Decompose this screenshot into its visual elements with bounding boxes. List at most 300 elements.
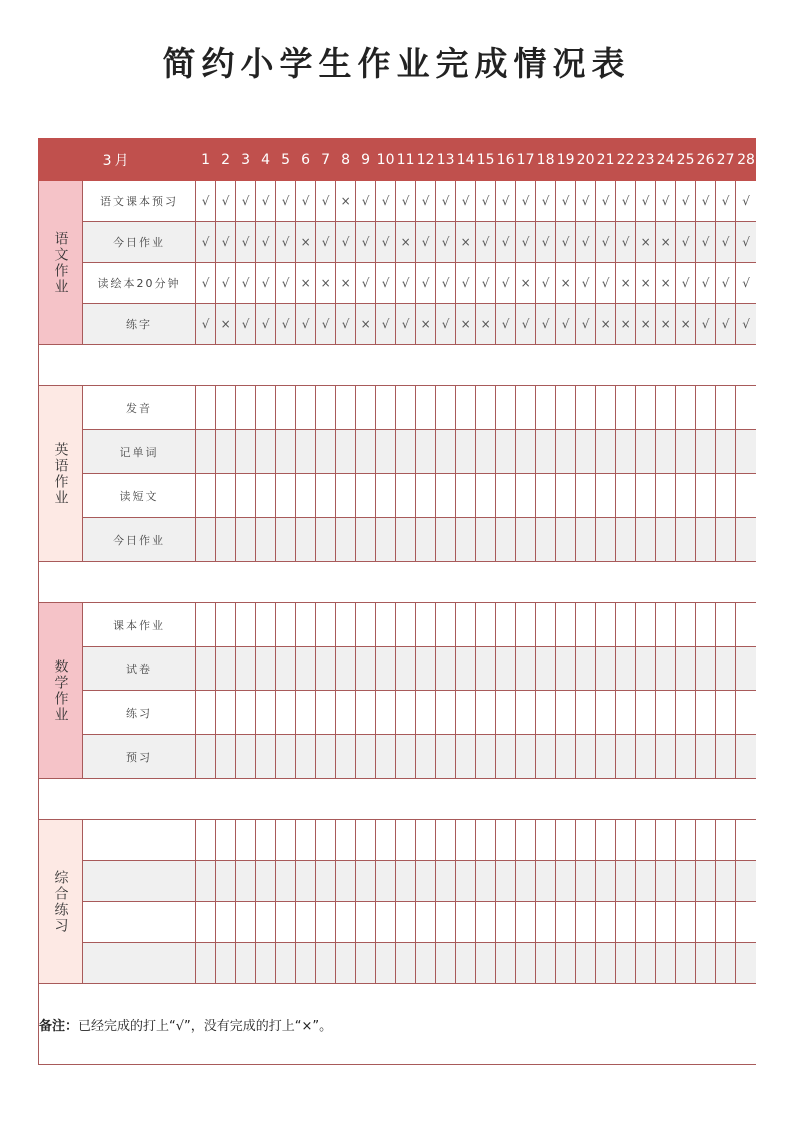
mark-cell[interactable] xyxy=(236,735,256,779)
mark-cell[interactable] xyxy=(696,430,716,474)
mark-cell[interactable] xyxy=(736,943,756,984)
mark-cell[interactable] xyxy=(336,647,356,691)
mark-cell[interactable] xyxy=(496,861,516,902)
mark-cell[interactable] xyxy=(716,386,736,430)
mark-cell[interactable]: √ xyxy=(736,304,756,345)
mark-cell[interactable] xyxy=(476,820,496,861)
mark-cell[interactable] xyxy=(316,474,336,518)
mark-cell[interactable] xyxy=(556,386,576,430)
mark-cell[interactable] xyxy=(236,518,256,562)
mark-cell[interactable] xyxy=(616,430,636,474)
mark-cell[interactable] xyxy=(276,603,296,647)
mark-cell[interactable] xyxy=(456,518,476,562)
mark-cell[interactable]: × xyxy=(316,263,336,304)
mark-cell[interactable] xyxy=(236,647,256,691)
mark-cell[interactable] xyxy=(656,691,676,735)
mark-cell[interactable] xyxy=(736,386,756,430)
mark-cell[interactable] xyxy=(256,603,276,647)
mark-cell[interactable] xyxy=(696,603,716,647)
mark-cell[interactable] xyxy=(336,474,356,518)
mark-cell[interactable] xyxy=(596,691,616,735)
mark-cell[interactable] xyxy=(256,902,276,943)
mark-cell[interactable]: √ xyxy=(276,222,296,263)
mark-cell[interactable] xyxy=(576,902,596,943)
mark-cell[interactable] xyxy=(556,902,576,943)
mark-cell[interactable]: √ xyxy=(676,222,696,263)
mark-cell[interactable] xyxy=(496,943,516,984)
mark-cell[interactable] xyxy=(636,386,656,430)
mark-cell[interactable] xyxy=(656,820,676,861)
mark-cell[interactable] xyxy=(316,603,336,647)
mark-cell[interactable] xyxy=(516,603,536,647)
mark-cell[interactable]: √ xyxy=(356,263,376,304)
mark-cell[interactable] xyxy=(316,691,336,735)
mark-cell[interactable]: √ xyxy=(416,263,436,304)
mark-cell[interactable] xyxy=(436,943,456,984)
mark-cell[interactable] xyxy=(516,474,536,518)
mark-cell[interactable] xyxy=(276,902,296,943)
mark-cell[interactable] xyxy=(276,647,296,691)
mark-cell[interactable]: √ xyxy=(376,263,396,304)
mark-cell[interactable] xyxy=(636,820,656,861)
mark-cell[interactable] xyxy=(536,691,556,735)
mark-cell[interactable]: × xyxy=(296,222,316,263)
mark-cell[interactable]: √ xyxy=(396,181,416,222)
mark-cell[interactable] xyxy=(376,735,396,779)
mark-cell[interactable] xyxy=(656,647,676,691)
mark-cell[interactable] xyxy=(436,820,456,861)
mark-cell[interactable] xyxy=(296,518,316,562)
mark-cell[interactable] xyxy=(476,691,496,735)
mark-cell[interactable] xyxy=(256,386,276,430)
mark-cell[interactable] xyxy=(576,430,596,474)
mark-cell[interactable]: × xyxy=(676,304,696,345)
mark-cell[interactable]: √ xyxy=(436,263,456,304)
mark-cell[interactable] xyxy=(576,474,596,518)
mark-cell[interactable] xyxy=(656,518,676,562)
mark-cell[interactable]: √ xyxy=(576,222,596,263)
mark-cell[interactable] xyxy=(276,691,296,735)
mark-cell[interactable]: √ xyxy=(516,181,536,222)
mark-cell[interactable] xyxy=(316,518,336,562)
mark-cell[interactable] xyxy=(536,861,556,902)
mark-cell[interactable]: √ xyxy=(476,263,496,304)
mark-cell[interactable] xyxy=(436,902,456,943)
mark-cell[interactable] xyxy=(716,518,736,562)
mark-cell[interactable]: √ xyxy=(196,263,216,304)
mark-cell[interactable]: × xyxy=(416,304,436,345)
mark-cell[interactable] xyxy=(416,735,436,779)
mark-cell[interactable]: √ xyxy=(296,304,316,345)
mark-cell[interactable] xyxy=(736,647,756,691)
mark-cell[interactable] xyxy=(356,647,376,691)
mark-cell[interactable] xyxy=(696,735,716,779)
mark-cell[interactable]: × xyxy=(296,263,316,304)
mark-cell[interactable] xyxy=(716,902,736,943)
mark-cell[interactable] xyxy=(196,386,216,430)
mark-cell[interactable] xyxy=(216,647,236,691)
mark-cell[interactable]: √ xyxy=(216,181,236,222)
mark-cell[interactable] xyxy=(476,518,496,562)
mark-cell[interactable] xyxy=(716,735,736,779)
mark-cell[interactable]: × xyxy=(336,181,356,222)
mark-cell[interactable]: √ xyxy=(496,181,516,222)
mark-cell[interactable]: √ xyxy=(716,222,736,263)
mark-cell[interactable] xyxy=(656,943,676,984)
mark-cell[interactable] xyxy=(676,861,696,902)
mark-cell[interactable] xyxy=(496,902,516,943)
mark-cell[interactable] xyxy=(356,518,376,562)
mark-cell[interactable]: √ xyxy=(536,222,556,263)
mark-cell[interactable] xyxy=(736,820,756,861)
mark-cell[interactable] xyxy=(236,861,256,902)
mark-cell[interactable] xyxy=(456,861,476,902)
mark-cell[interactable]: √ xyxy=(536,181,556,222)
mark-cell[interactable] xyxy=(496,820,516,861)
mark-cell[interactable] xyxy=(596,518,616,562)
mark-cell[interactable]: √ xyxy=(196,222,216,263)
mark-cell[interactable]: × xyxy=(656,304,676,345)
mark-cell[interactable] xyxy=(716,691,736,735)
mark-cell[interactable]: √ xyxy=(336,222,356,263)
mark-cell[interactable]: √ xyxy=(296,181,316,222)
mark-cell[interactable]: × xyxy=(636,304,656,345)
mark-cell[interactable] xyxy=(736,518,756,562)
mark-cell[interactable] xyxy=(416,430,436,474)
mark-cell[interactable] xyxy=(196,735,216,779)
mark-cell[interactable]: √ xyxy=(456,263,476,304)
mark-cell[interactable] xyxy=(476,474,496,518)
mark-cell[interactable] xyxy=(676,518,696,562)
mark-cell[interactable] xyxy=(356,691,376,735)
mark-cell[interactable] xyxy=(436,430,456,474)
mark-cell[interactable] xyxy=(496,430,516,474)
mark-cell[interactable]: √ xyxy=(256,222,276,263)
mark-cell[interactable] xyxy=(456,691,476,735)
mark-cell[interactable]: √ xyxy=(316,304,336,345)
mark-cell[interactable] xyxy=(616,861,636,902)
mark-cell[interactable] xyxy=(576,735,596,779)
mark-cell[interactable]: √ xyxy=(696,222,716,263)
mark-cell[interactable] xyxy=(376,691,396,735)
mark-cell[interactable] xyxy=(536,943,556,984)
mark-cell[interactable] xyxy=(336,386,356,430)
mark-cell[interactable] xyxy=(196,474,216,518)
mark-cell[interactable] xyxy=(616,474,636,518)
mark-cell[interactable] xyxy=(376,430,396,474)
mark-cell[interactable] xyxy=(236,474,256,518)
mark-cell[interactable] xyxy=(296,474,316,518)
mark-cell[interactable] xyxy=(656,430,676,474)
mark-cell[interactable] xyxy=(636,647,656,691)
mark-cell[interactable] xyxy=(416,691,436,735)
mark-cell[interactable]: × xyxy=(656,263,676,304)
mark-cell[interactable] xyxy=(536,735,556,779)
mark-cell[interactable]: √ xyxy=(696,263,716,304)
mark-cell[interactable] xyxy=(496,474,516,518)
mark-cell[interactable] xyxy=(556,691,576,735)
mark-cell[interactable]: √ xyxy=(696,304,716,345)
mark-cell[interactable]: √ xyxy=(196,304,216,345)
mark-cell[interactable] xyxy=(296,735,316,779)
mark-cell[interactable] xyxy=(736,691,756,735)
mark-cell[interactable]: √ xyxy=(556,181,576,222)
mark-cell[interactable] xyxy=(356,603,376,647)
mark-cell[interactable]: × xyxy=(616,263,636,304)
mark-cell[interactable]: × xyxy=(636,222,656,263)
mark-cell[interactable] xyxy=(396,820,416,861)
mark-cell[interactable] xyxy=(556,943,576,984)
mark-cell[interactable] xyxy=(576,647,596,691)
mark-cell[interactable]: √ xyxy=(536,263,556,304)
mark-cell[interactable] xyxy=(316,386,336,430)
mark-cell[interactable]: √ xyxy=(416,181,436,222)
mark-cell[interactable] xyxy=(636,861,656,902)
mark-cell[interactable] xyxy=(316,430,336,474)
mark-cell[interactable] xyxy=(356,430,376,474)
mark-cell[interactable] xyxy=(416,820,436,861)
mark-cell[interactable] xyxy=(596,861,616,902)
mark-cell[interactable] xyxy=(676,691,696,735)
mark-cell[interactable]: √ xyxy=(196,181,216,222)
mark-cell[interactable] xyxy=(736,861,756,902)
mark-cell[interactable]: × xyxy=(516,263,536,304)
mark-cell[interactable]: √ xyxy=(556,222,576,263)
mark-cell[interactable] xyxy=(356,820,376,861)
mark-cell[interactable] xyxy=(356,902,376,943)
mark-cell[interactable] xyxy=(416,647,436,691)
mark-cell[interactable] xyxy=(416,603,436,647)
mark-cell[interactable] xyxy=(396,474,416,518)
mark-cell[interactable] xyxy=(636,735,656,779)
mark-cell[interactable] xyxy=(616,943,636,984)
mark-cell[interactable] xyxy=(436,691,456,735)
mark-cell[interactable] xyxy=(576,386,596,430)
mark-cell[interactable] xyxy=(236,603,256,647)
mark-cell[interactable] xyxy=(696,386,716,430)
mark-cell[interactable] xyxy=(416,474,436,518)
mark-cell[interactable]: √ xyxy=(396,304,416,345)
mark-cell[interactable]: √ xyxy=(236,222,256,263)
mark-cell[interactable] xyxy=(496,518,516,562)
mark-cell[interactable]: √ xyxy=(216,222,236,263)
mark-cell[interactable] xyxy=(276,820,296,861)
mark-cell[interactable] xyxy=(376,943,396,984)
mark-cell[interactable] xyxy=(296,647,316,691)
mark-cell[interactable] xyxy=(436,386,456,430)
mark-cell[interactable] xyxy=(296,943,316,984)
mark-cell[interactable] xyxy=(256,861,276,902)
mark-cell[interactable] xyxy=(716,647,736,691)
mark-cell[interactable]: √ xyxy=(256,181,276,222)
mark-cell[interactable]: √ xyxy=(236,263,256,304)
mark-cell[interactable] xyxy=(436,647,456,691)
mark-cell[interactable] xyxy=(476,943,496,984)
mark-cell[interactable]: √ xyxy=(376,181,396,222)
mark-cell[interactable] xyxy=(596,943,616,984)
mark-cell[interactable]: × xyxy=(456,222,476,263)
mark-cell[interactable] xyxy=(256,647,276,691)
mark-cell[interactable] xyxy=(536,518,556,562)
mark-cell[interactable]: × xyxy=(616,304,636,345)
mark-cell[interactable]: × xyxy=(396,222,416,263)
mark-cell[interactable] xyxy=(356,735,376,779)
mark-cell[interactable] xyxy=(496,647,516,691)
mark-cell[interactable] xyxy=(456,647,476,691)
mark-cell[interactable]: √ xyxy=(456,181,476,222)
mark-cell[interactable]: √ xyxy=(376,304,396,345)
mark-cell[interactable]: √ xyxy=(596,181,616,222)
mark-cell[interactable]: √ xyxy=(436,304,456,345)
mark-cell[interactable] xyxy=(356,943,376,984)
mark-cell[interactable] xyxy=(376,386,396,430)
mark-cell[interactable]: √ xyxy=(676,263,696,304)
mark-cell[interactable] xyxy=(296,603,316,647)
mark-cell[interactable] xyxy=(536,430,556,474)
mark-cell[interactable]: √ xyxy=(316,181,336,222)
mark-cell[interactable] xyxy=(656,603,676,647)
mark-cell[interactable] xyxy=(276,861,296,902)
mark-cell[interactable] xyxy=(276,735,296,779)
mark-cell[interactable]: √ xyxy=(616,222,636,263)
mark-cell[interactable] xyxy=(236,820,256,861)
mark-cell[interactable]: √ xyxy=(356,222,376,263)
mark-cell[interactable]: √ xyxy=(616,181,636,222)
mark-cell[interactable]: × xyxy=(216,304,236,345)
mark-cell[interactable] xyxy=(436,861,456,902)
mark-cell[interactable] xyxy=(336,861,356,902)
mark-cell[interactable]: √ xyxy=(236,181,256,222)
mark-cell[interactable] xyxy=(216,430,236,474)
mark-cell[interactable] xyxy=(196,820,216,861)
mark-cell[interactable] xyxy=(216,861,236,902)
mark-cell[interactable] xyxy=(476,647,496,691)
mark-cell[interactable] xyxy=(616,386,636,430)
mark-cell[interactable] xyxy=(196,902,216,943)
mark-cell[interactable] xyxy=(336,603,356,647)
mark-cell[interactable] xyxy=(696,647,716,691)
mark-cell[interactable]: √ xyxy=(656,181,676,222)
mark-cell[interactable] xyxy=(216,691,236,735)
mark-cell[interactable] xyxy=(736,474,756,518)
mark-cell[interactable] xyxy=(456,474,476,518)
mark-cell[interactable] xyxy=(216,518,236,562)
mark-cell[interactable] xyxy=(256,518,276,562)
mark-cell[interactable] xyxy=(616,691,636,735)
mark-cell[interactable] xyxy=(656,902,676,943)
mark-cell[interactable]: √ xyxy=(276,263,296,304)
mark-cell[interactable] xyxy=(456,943,476,984)
mark-cell[interactable] xyxy=(676,603,696,647)
mark-cell[interactable]: × xyxy=(476,304,496,345)
mark-cell[interactable] xyxy=(396,647,416,691)
mark-cell[interactable] xyxy=(716,603,736,647)
mark-cell[interactable] xyxy=(676,386,696,430)
mark-cell[interactable] xyxy=(516,386,536,430)
mark-cell[interactable] xyxy=(196,647,216,691)
mark-cell[interactable]: √ xyxy=(336,304,356,345)
mark-cell[interactable] xyxy=(296,902,316,943)
mark-cell[interactable] xyxy=(456,430,476,474)
mark-cell[interactable] xyxy=(716,430,736,474)
mark-cell[interactable] xyxy=(536,902,556,943)
mark-cell[interactable] xyxy=(616,820,636,861)
mark-cell[interactable] xyxy=(516,902,536,943)
mark-cell[interactable]: √ xyxy=(716,263,736,304)
mark-cell[interactable] xyxy=(396,430,416,474)
mark-cell[interactable] xyxy=(656,735,676,779)
mark-cell[interactable]: √ xyxy=(416,222,436,263)
mark-cell[interactable] xyxy=(676,735,696,779)
mark-cell[interactable] xyxy=(716,861,736,902)
mark-cell[interactable] xyxy=(336,430,356,474)
mark-cell[interactable]: √ xyxy=(716,181,736,222)
mark-cell[interactable] xyxy=(516,691,536,735)
mark-cell[interactable] xyxy=(496,735,516,779)
mark-cell[interactable]: √ xyxy=(516,304,536,345)
mark-cell[interactable] xyxy=(596,430,616,474)
mark-cell[interactable]: √ xyxy=(216,263,236,304)
mark-cell[interactable]: √ xyxy=(716,304,736,345)
mark-cell[interactable]: √ xyxy=(496,304,516,345)
mark-cell[interactable]: √ xyxy=(556,304,576,345)
mark-cell[interactable] xyxy=(336,902,356,943)
mark-cell[interactable] xyxy=(416,386,436,430)
mark-cell[interactable] xyxy=(516,735,536,779)
mark-cell[interactable] xyxy=(296,691,316,735)
mark-cell[interactable] xyxy=(636,943,656,984)
mark-cell[interactable]: × xyxy=(336,263,356,304)
mark-cell[interactable]: √ xyxy=(576,181,596,222)
mark-cell[interactable] xyxy=(696,861,716,902)
mark-cell[interactable] xyxy=(336,735,356,779)
mark-cell[interactable] xyxy=(456,386,476,430)
mark-cell[interactable]: √ xyxy=(376,222,396,263)
mark-cell[interactable] xyxy=(456,820,476,861)
mark-cell[interactable] xyxy=(396,386,416,430)
mark-cell[interactable] xyxy=(616,735,636,779)
mark-cell[interactable] xyxy=(636,518,656,562)
mark-cell[interactable]: √ xyxy=(736,263,756,304)
mark-cell[interactable] xyxy=(256,691,276,735)
mark-cell[interactable] xyxy=(436,603,456,647)
mark-cell[interactable]: √ xyxy=(736,181,756,222)
mark-cell[interactable] xyxy=(556,861,576,902)
mark-cell[interactable] xyxy=(476,603,496,647)
mark-cell[interactable] xyxy=(676,474,696,518)
mark-cell[interactable] xyxy=(576,603,596,647)
mark-cell[interactable] xyxy=(736,603,756,647)
mark-cell[interactable] xyxy=(696,518,716,562)
mark-cell[interactable] xyxy=(256,430,276,474)
mark-cell[interactable] xyxy=(456,735,476,779)
mark-cell[interactable]: √ xyxy=(436,181,456,222)
mark-cell[interactable] xyxy=(396,861,416,902)
mark-cell[interactable] xyxy=(296,430,316,474)
mark-cell[interactable] xyxy=(216,386,236,430)
mark-cell[interactable] xyxy=(676,647,696,691)
mark-cell[interactable] xyxy=(636,902,656,943)
mark-cell[interactable] xyxy=(556,430,576,474)
mark-cell[interactable] xyxy=(396,518,416,562)
mark-cell[interactable]: √ xyxy=(596,222,616,263)
mark-cell[interactable] xyxy=(556,474,576,518)
mark-cell[interactable]: √ xyxy=(476,222,496,263)
mark-cell[interactable] xyxy=(236,430,256,474)
mark-cell[interactable] xyxy=(376,474,396,518)
mark-cell[interactable] xyxy=(636,691,656,735)
mark-cell[interactable] xyxy=(436,518,456,562)
